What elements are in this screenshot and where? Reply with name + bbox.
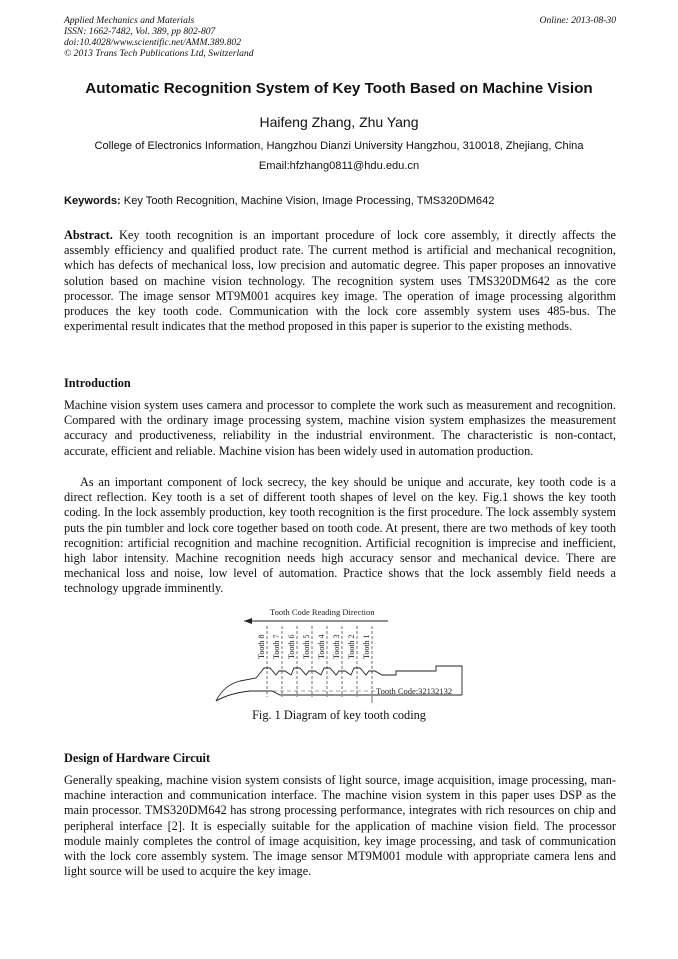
journal-meta	[64, 15, 616, 59]
tooth-label-8: Tooth 8	[257, 634, 266, 659]
paper-authors: Haifeng Zhang, Zhu Yang	[259, 114, 419, 130]
keywords-line	[64, 194, 616, 209]
tooth-label-6: Tooth 6	[287, 634, 296, 659]
tooth-labels	[257, 634, 371, 659]
journal-name: Applied Mechanics and Materials	[64, 15, 195, 26]
figure-caption: Fig. 1 Diagram of key tooth coding	[252, 708, 426, 722]
paper-email: Email:hfzhang0811@hdu.edu.cn	[258, 160, 420, 172]
tooth-code-label: Tooth Code:32132132	[376, 686, 453, 696]
tooth-label-3: Tooth 3	[332, 634, 341, 659]
introduction-paragraph-1: Machine vision system uses camera and processor to complete the work such as measurement and recognition. Compared with the ordinary image processing system, machine vision system emphasizes the measurement accuracy and productiveness, reliability in the industrial environment. The characteristic is non-contact, accurate, efficient and reliable. Machine vision has been widely used in automation production.	[64, 398, 616, 458]
tooth-label-1: Tooth 1	[362, 634, 371, 659]
direction-label: Tooth Code Reading Direction	[270, 607, 375, 617]
tooth-label-5: Tooth 5	[302, 634, 311, 659]
journal-doi: doi:10.4028/www.scientific.net/AMM.389.802	[64, 37, 242, 48]
tooth-label-7: Tooth 7	[272, 634, 281, 659]
hardware-heading: Design of Hardware Circuit	[64, 751, 211, 765]
online-date: Online: 2013-08-30	[539, 15, 616, 26]
abstract-text: Key tooth recognition is an important procedure of lock core assembly, it directly affects the assembly efficiency and qualified product rate. The current method is artificial and mechanical recognition, which has defects of mechanical loss, low precision and automatic degree. This paper proposes an innovative solution based on machine vision technology. The recognition system uses TMS320DM642 as the core processor. The image sensor MT9M001 acquires key image. The operation of image processing algorithm produces the key tooth code. Communication with the lock core assembly system uses 485-bus. The experimental result indicates that the method proposed in this paper is superior to the existing methods.	[64, 228, 616, 334]
keywords-label: Keywords:	[64, 195, 121, 207]
tooth-label-4: Tooth 4	[317, 634, 326, 659]
key-tooth-diagram	[210, 605, 472, 705]
tooth-label-2: Tooth 2	[347, 634, 356, 659]
introduction-heading: Introduction	[64, 376, 131, 390]
introduction-paragraph-2: As an important component of lock secrecy, the key should be unique and accurate, key tooth code is a direct reflection. Key tooth is a set of different tooth shapes of level on the key. Fig.1 shows the key tooth coding. In the lock assembly production, key tooth recognition is the first procedure. The lock assembly system puts the pin tumbler and lock core together based on tooth code. At present, there are two methods of key tooth recognition: artificial recognition and machine recognition. Artificial recognition is imprecise and inefficient, high labor intensity. Machine recognition needs high accuracy sensor and mechanical device. There are mechanical loss and noise, low level of automation. Practice shows that the lock assembly field needs a technology upgrade imminently.	[64, 475, 616, 596]
journal-copyright: © 2013 Trans Tech Publications Ltd, Switzerland	[64, 48, 254, 59]
direction-arrow-head	[244, 618, 252, 624]
abstract-label: Abstract.	[64, 228, 113, 242]
journal-issn: ISSN: 1662-7482, Vol. 389, pp 802-807	[64, 26, 216, 37]
paper-affiliation: College of Electronics Information, Hangzhou Dianzi University Hangzhou, 310018, Zhejiang, China	[94, 140, 584, 152]
hardware-paragraph-1: Generally speaking, machine vision system consists of light source, image acquisition, image processing, man-machine interaction and communication interface. The machine vision system in this paper uses DSP as the main processor. TMS320DM642 has strong processing performance, integrates with rich resources on chip and peripheral interface [2]. It is especially suitable for the application of machine vision field. The processor module mainly completes the control of image acquisition, key image processing, and task of communication with the lock core assembly system. The image sensor MT9M001 module with appropriate camera lens and light source will be used to acquire the key image.	[64, 773, 616, 879]
abstract-paragraph	[64, 228, 616, 334]
paper-title: Automatic Recognition System of Key Tooth Based on Machine Vision	[85, 80, 593, 97]
keywords-text: Key Tooth Recognition, Machine Vision, Image Processing, TMS320DM642	[120, 195, 495, 207]
